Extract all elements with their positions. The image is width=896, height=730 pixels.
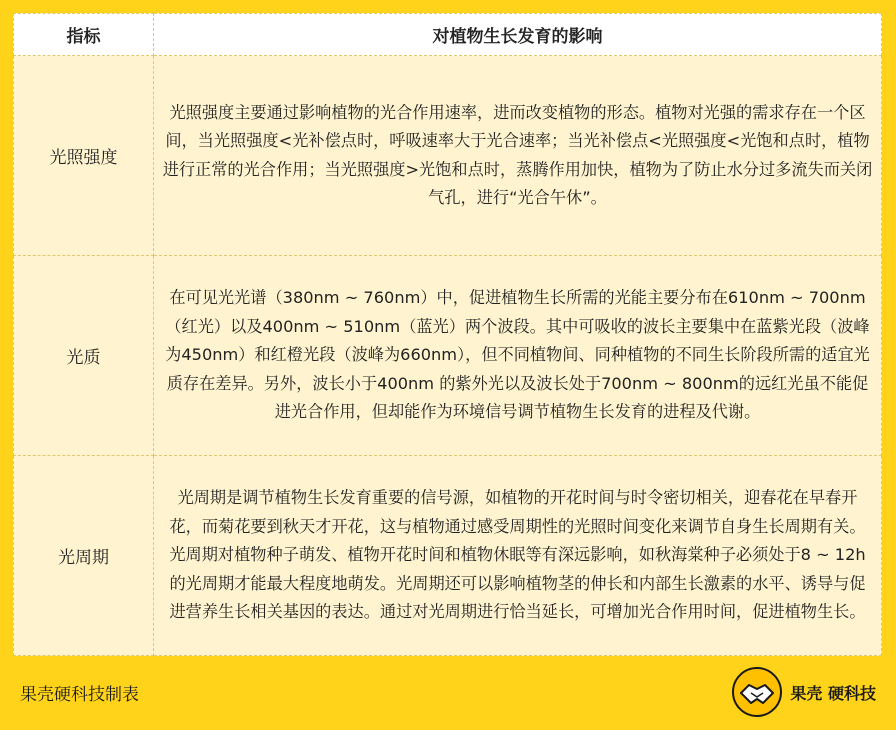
- row-content-light-intensity: 光照强度主要通过影响植物的光合作用速率，进而改变植物的形态。植物对光强的需求存在一个区间，当光照强度<光补偿点时，呼吸速率大于光合速率；当光补偿点<光照强度<光饱和点时，植物进行正常的光合作用；当光照强度>光饱和点时，蒸腾作用加快，植物为了防止水分过多流失而关闭气孔，进行“光合午休”。: [154, 56, 882, 256]
- header-influence: 对植物生长发育的影响: [154, 14, 882, 56]
- row-label-light-quality: 光质: [14, 256, 154, 456]
- data-table-container: [13, 13, 882, 655]
- table-header-row: [14, 14, 882, 56]
- influence-table: [13, 13, 882, 656]
- row-label-light-intensity: 光照强度: [14, 56, 154, 256]
- header-indicator: 指标: [14, 14, 154, 56]
- logo-text-guoke: 果壳: [790, 683, 823, 703]
- table-row: [14, 256, 882, 456]
- logo-text-yingkeji: 硬科技: [827, 683, 876, 703]
- row-label-photoperiod: 光周期: [14, 456, 154, 656]
- row-content-photoperiod: 光周期是调节植物生长发育重要的信号源，如植物的开花时间与时令密切相关，迎春花在早春开花，而菊花要到秋天才开花，这与植物通过感受周期性的光照时间变化来调节自身生长周期有关。光周期对植物种子萌发、植物开花时间和植物休眠等有深远影响，如秋海棠种子必须处于8 ~ 12h的光周期才能最大程度地萌发。光周期还可以影响植物茎的伸长和内部生长激素的水平、诱导与促进营养生长相关基因的表达。通过对光周期进行恰当延长，可增加光合作用时间，促进植物生长。: [154, 456, 882, 656]
- handshake-icon: [732, 667, 782, 717]
- table-row: [14, 56, 882, 256]
- table-row: [14, 456, 882, 656]
- brand-logo: [732, 665, 876, 719]
- footer-credit: 果壳硬科技制表: [20, 685, 139, 705]
- row-content-light-quality: 在可见光光谱（380nm ~ 760nm）中，促进植物生长所需的光能主要分布在610nm ~ 700nm（红光）以及400nm ~ 510nm（蓝光）两个波段。其中可吸收的波长主要集中在蓝紫光段（波峰为450nm）和红橙光段（波峰为660nm），但不同植物间、同种植物的不同生长阶段所需的适宜光质存在差异。另外，波长小于400nm 的紫外光以及波长处于700nm ~ 800nm的远红光虽不能促进光合作用，但却能作为环境信号调节植物生长发育的进程及代谢。: [154, 256, 882, 456]
